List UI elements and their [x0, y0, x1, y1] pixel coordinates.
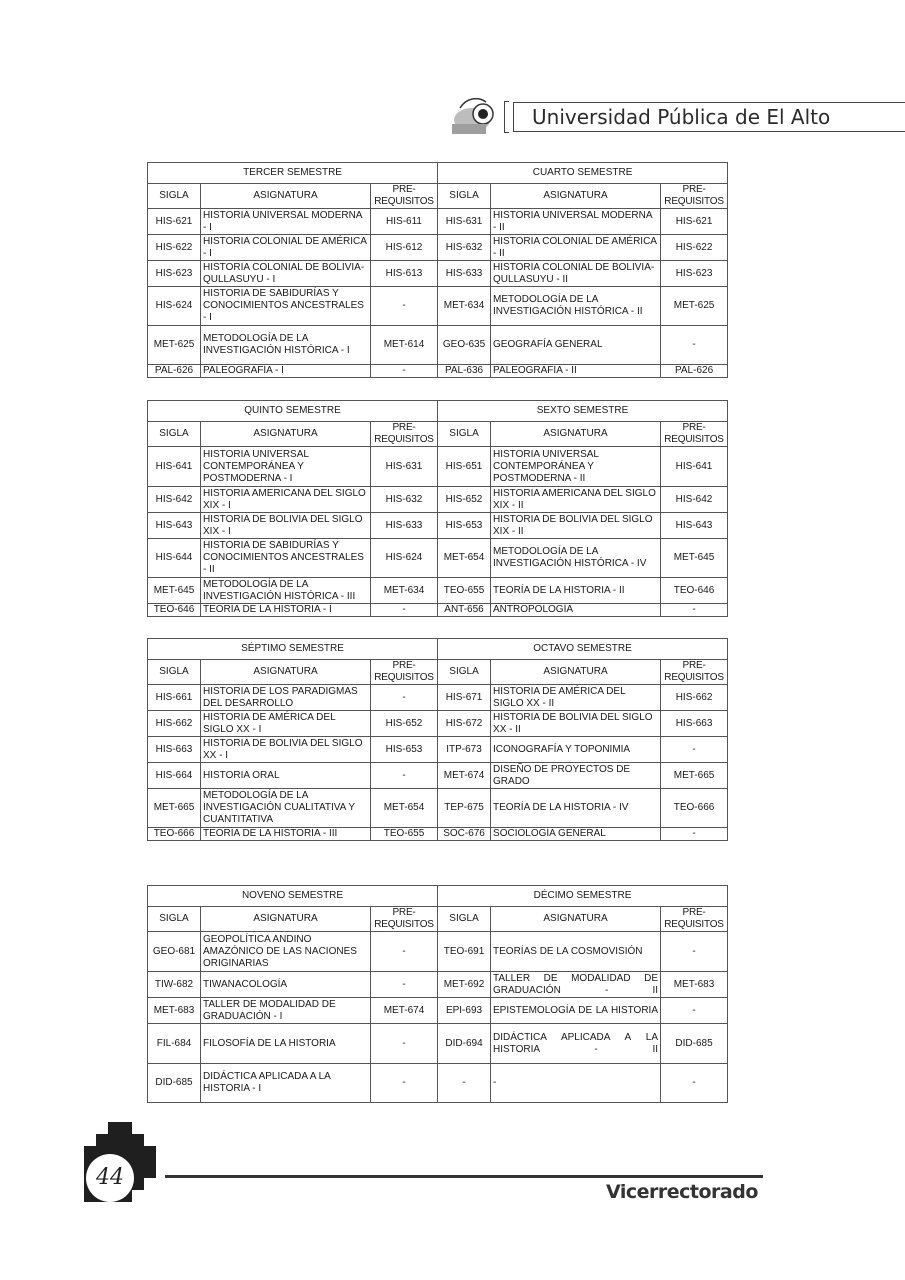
- prerequisite: -: [371, 1064, 438, 1103]
- column-header-prerequisitos: PRE-REQUISITOS: [371, 184, 438, 209]
- course-code: MET-692: [438, 972, 491, 998]
- prerequisite: HIS-631: [371, 447, 438, 487]
- course-code: PAL-636: [438, 365, 491, 378]
- course-name: TEORÍA DE LA HISTORIA - III: [201, 828, 371, 841]
- prerequisite: HIS-633: [371, 513, 438, 539]
- prerequisite: HIS-611: [371, 209, 438, 235]
- column-header-asignatura: ASIGNATURA: [491, 422, 661, 447]
- prerequisite: -: [661, 737, 728, 763]
- course-code: MET-674: [438, 763, 491, 789]
- header-bar: [513, 102, 905, 132]
- course-code: TEP-675: [438, 789, 491, 828]
- prerequisite: -: [661, 1064, 728, 1103]
- course-code: HIS-641: [148, 447, 201, 487]
- course-name: TALLER DE MODALIDAD DE GRADUACIÓN - II: [491, 972, 661, 998]
- course-name: GEOGRAFÍA GENERAL: [491, 326, 661, 365]
- footer-emblem-icon: [84, 1122, 164, 1202]
- table-row: [148, 1064, 728, 1103]
- prerequisite: HIS-621: [661, 209, 728, 235]
- prerequisite: TEO-655: [371, 828, 438, 841]
- course-name: TIWANACOLOGÍA: [201, 972, 371, 998]
- prerequisite: HIS-653: [371, 737, 438, 763]
- course-code: ITP-673: [438, 737, 491, 763]
- course-name: HISTORIA COLONIAL DE AMÉRICA - I: [201, 235, 371, 261]
- semester-table: [147, 638, 728, 841]
- column-header-asignatura: ASIGNATURA: [491, 184, 661, 209]
- table-row: [148, 447, 728, 487]
- course-name: HISTORIA COLONIAL DE BOLIVIA-QULLASUYU - II: [491, 261, 661, 287]
- prerequisite: -: [661, 604, 728, 617]
- course-name: HISTORIA DE SABIDURÍAS Y CONOCIMIENTOS ANCESTRALES - II: [201, 539, 371, 578]
- course-code: HIS-624: [148, 287, 201, 326]
- prerequisite: HIS-643: [661, 513, 728, 539]
- table-row: [148, 365, 728, 378]
- prerequisite: TEO-646: [661, 578, 728, 604]
- column-header-sigla: SIGLA: [148, 422, 201, 447]
- course-name: SOCIOLOGÍA GENERAL: [491, 828, 661, 841]
- course-code: HIS-632: [438, 235, 491, 261]
- course-code: MET-625: [148, 326, 201, 365]
- table-row: [148, 235, 728, 261]
- table-row: [148, 1024, 728, 1064]
- course-code: PAL-626: [148, 365, 201, 378]
- table-row: [148, 789, 728, 828]
- semester-title-left: NOVENO SEMESTRE: [148, 886, 438, 907]
- semester-title-left: SÉPTIMO SEMESTRE: [148, 639, 438, 660]
- course-code: HIS-661: [148, 685, 201, 711]
- course-code: HIS-643: [148, 513, 201, 539]
- semester-title-left: TERCER SEMESTRE: [148, 163, 438, 184]
- column-header-asignatura: ASIGNATURA: [491, 660, 661, 685]
- course-code: GEO-681: [148, 932, 201, 972]
- prerequisite: HIS-641: [661, 447, 728, 487]
- course-code: TEO-646: [148, 604, 201, 617]
- course-code: HIS-664: [148, 763, 201, 789]
- course-code: MET-683: [148, 998, 201, 1024]
- prerequisite: -: [371, 1024, 438, 1064]
- course-code: GEO-635: [438, 326, 491, 365]
- column-header-prerequisitos: PRE-REQUISITOS: [371, 422, 438, 447]
- prerequisite: -: [661, 932, 728, 972]
- course-name: HISTORIA AMERICANA DEL SIGLO XIX - I: [201, 487, 371, 513]
- prerequisite: -: [371, 287, 438, 326]
- course-code: MET-665: [148, 789, 201, 828]
- column-header-prerequisitos: PRE-REQUISITOS: [661, 907, 728, 932]
- prerequisite: PAL-626: [661, 365, 728, 378]
- course-code: HIS-672: [438, 711, 491, 737]
- course-name: TEORÍAS DE LA COSMOVISIÓN: [491, 932, 661, 972]
- semester-title-right: DÉCIMO SEMESTRE: [438, 886, 728, 907]
- prerequisite: -: [371, 365, 438, 378]
- semester-title-right: SEXTO SEMESTRE: [438, 401, 728, 422]
- table-row: [148, 487, 728, 513]
- column-header-sigla: SIGLA: [438, 907, 491, 932]
- prerequisite: -: [371, 932, 438, 972]
- semester-title-left: QUINTO SEMESTRE: [148, 401, 438, 422]
- table-row: [148, 604, 728, 617]
- semester-table: [147, 400, 728, 617]
- course-name: HISTORIA UNIVERSAL CONTEMPORÁNEA Y POSTMODERNA - I: [201, 447, 371, 487]
- column-header-sigla: SIGLA: [148, 907, 201, 932]
- column-header-asignatura: ASIGNATURA: [201, 907, 371, 932]
- course-name: PALEOGRAFÍA - I: [201, 365, 371, 378]
- course-name: HISTORIA UNIVERSAL CONTEMPORÁNEA Y POSTMODERNA - II: [491, 447, 661, 487]
- course-name: METODOLOGÍA DE LA INVESTIGACIÓN HISTÓRICA - II: [491, 287, 661, 326]
- prerequisite: HIS-622: [661, 235, 728, 261]
- course-code: MET-645: [148, 578, 201, 604]
- prerequisite: HIS-642: [661, 487, 728, 513]
- column-header-prerequisitos: PRE-REQUISITOS: [661, 184, 728, 209]
- course-name: GEOPOLÍTICA ANDINO AMAZÓNICO DE LAS NACIONES ORIGINARIAS: [201, 932, 371, 972]
- course-name: TEORÍA DE LA HISTORIA - IV: [491, 789, 661, 828]
- course-name: DIDÁCTICA APLICADA A LA HISTORIA - II: [491, 1024, 661, 1064]
- course-name: HISTORIA UNIVERSAL MODERNA - II: [491, 209, 661, 235]
- prerequisite: MET-634: [371, 578, 438, 604]
- page-number: 44: [96, 1165, 124, 1190]
- course-name: DISEÑO DE PROYECTOS DE GRADO: [491, 763, 661, 789]
- prerequisite: HIS-663: [661, 711, 728, 737]
- column-header-asignatura: ASIGNATURA: [201, 184, 371, 209]
- table-row: [148, 763, 728, 789]
- prerequisite: -: [371, 972, 438, 998]
- footer-brand-logo: Vicerrectorado: [606, 1181, 758, 1203]
- prerequisite: HIS-652: [371, 711, 438, 737]
- course-code: SOC-676: [438, 828, 491, 841]
- course-name: HISTORIA DE BOLIVIA DEL SIGLO XX - II: [491, 711, 661, 737]
- column-header-asignatura: ASIGNATURA: [201, 422, 371, 447]
- prerequisite: -: [661, 326, 728, 365]
- table-row: [148, 972, 728, 998]
- column-header-sigla: SIGLA: [148, 660, 201, 685]
- course-code: HIS-621: [148, 209, 201, 235]
- course-name: HISTORIA DE AMÉRICA DEL SIGLO XX - II: [491, 685, 661, 711]
- prerequisite: HIS-632: [371, 487, 438, 513]
- prerequisite: MET-654: [371, 789, 438, 828]
- prerequisite: -: [371, 685, 438, 711]
- course-name: TEORÍA DE LA HISTORIA - II: [491, 578, 661, 604]
- course-code: HIS-631: [438, 209, 491, 235]
- course-code: EPI-693: [438, 998, 491, 1024]
- column-header-sigla: SIGLA: [438, 184, 491, 209]
- prerequisite: HIS-613: [371, 261, 438, 287]
- table-row: [148, 578, 728, 604]
- semester-title-right: OCTAVO SEMESTRE: [438, 639, 728, 660]
- course-code: HIS-642: [148, 487, 201, 513]
- course-code: MET-634: [438, 287, 491, 326]
- course-code: HIS-671: [438, 685, 491, 711]
- course-name: METODOLOGÍA DE LA INVESTIGACIÓN HISTÓRICA - I: [201, 326, 371, 365]
- course-name: METODOLOGÍA DE LA INVESTIGACIÓN HISTÓRICA - IV: [491, 539, 661, 578]
- course-code: FIL-684: [148, 1024, 201, 1064]
- course-name: HISTORIA COLONIAL DE BOLIVIA-QULLASUYU - I: [201, 261, 371, 287]
- prerequisite: -: [371, 604, 438, 617]
- course-name: EPISTEMOLOGÍA DE LA HISTORIA: [491, 998, 661, 1024]
- prerequisite: MET-683: [661, 972, 728, 998]
- course-code: HIS-652: [438, 487, 491, 513]
- course-code: -: [438, 1064, 491, 1103]
- prerequisite: MET-674: [371, 998, 438, 1024]
- course-name: -: [491, 1064, 661, 1103]
- column-header-sigla: SIGLA: [438, 660, 491, 685]
- table-row: [148, 261, 728, 287]
- column-header-asignatura: ASIGNATURA: [201, 660, 371, 685]
- course-code: HIS-633: [438, 261, 491, 287]
- course-code: DID-694: [438, 1024, 491, 1064]
- course-name: ICONOGRAFÍA Y TOPONIMIA: [491, 737, 661, 763]
- course-name: HISTORIA DE LOS PARADIGMAS DEL DESARROLLO: [201, 685, 371, 711]
- course-name: HISTORIA DE SABIDURÍAS Y CONOCIMIENTOS ANCESTRALES - I: [201, 287, 371, 326]
- table-row: [148, 932, 728, 972]
- course-code: TIW-682: [148, 972, 201, 998]
- course-name: HISTORIA UNIVERSAL MODERNA - I: [201, 209, 371, 235]
- course-code: HIS-644: [148, 539, 201, 578]
- course-name: HISTORIA ORAL: [201, 763, 371, 789]
- column-header-asignatura: ASIGNATURA: [491, 907, 661, 932]
- course-code: MET-654: [438, 539, 491, 578]
- prerequisite: -: [371, 763, 438, 789]
- column-header-prerequisitos: PRE-REQUISITOS: [661, 422, 728, 447]
- course-code: ANT-656: [438, 604, 491, 617]
- table-row: [148, 711, 728, 737]
- course-code: HIS-662: [148, 711, 201, 737]
- course-code: HIS-623: [148, 261, 201, 287]
- course-name: HISTORIA AMERICANA DEL SIGLO XIX - II: [491, 487, 661, 513]
- course-name: METODOLOGÍA DE LA INVESTIGACIÓN CUALITATIVA Y CUANTITATIVA: [201, 789, 371, 828]
- table-row: [148, 737, 728, 763]
- course-code: TEO-655: [438, 578, 491, 604]
- prerequisite: HIS-624: [371, 539, 438, 578]
- semester-table: [147, 885, 728, 1103]
- course-code: HIS-651: [438, 447, 491, 487]
- course-name: HISTORIA DE AMÉRICA DEL SIGLO XX - I: [201, 711, 371, 737]
- course-name: ANTROPOLOGÍA: [491, 604, 661, 617]
- course-code: HIS-663: [148, 737, 201, 763]
- prerequisite: -: [661, 828, 728, 841]
- prerequisite: DID-685: [661, 1024, 728, 1064]
- course-name: PALEOGRAFÍA - II: [491, 365, 661, 378]
- table-row: [148, 287, 728, 326]
- course-name: TEORÍA DE LA HISTORIA - I: [201, 604, 371, 617]
- table-row: [148, 209, 728, 235]
- column-header-sigla: SIGLA: [438, 422, 491, 447]
- table-row: [148, 326, 728, 365]
- column-header-prerequisitos: PRE-REQUISITOS: [371, 660, 438, 685]
- footer-divider: [165, 1175, 763, 1178]
- course-name: TALLER DE MODALIDAD DE GRADUACIÓN - I: [201, 998, 371, 1024]
- prerequisite: HIS-662: [661, 685, 728, 711]
- page-header-title: Universidad Pública de El Alto: [532, 105, 831, 129]
- column-header-prerequisitos: PRE-REQUISITOS: [661, 660, 728, 685]
- prerequisite: MET-665: [661, 763, 728, 789]
- table-row: [148, 828, 728, 841]
- course-name: FILOSOFÍA DE LA HISTORIA: [201, 1024, 371, 1064]
- table-row: [148, 998, 728, 1024]
- course-code: HIS-622: [148, 235, 201, 261]
- course-code: HIS-653: [438, 513, 491, 539]
- prerequisite: MET-625: [661, 287, 728, 326]
- table-row: [148, 685, 728, 711]
- table-row: [148, 513, 728, 539]
- prerequisite: HIS-612: [371, 235, 438, 261]
- course-name: HISTORIA DE BOLIVIA DEL SIGLO XIX - I: [201, 513, 371, 539]
- course-code: TEO-666: [148, 828, 201, 841]
- course-code: TEO-691: [438, 932, 491, 972]
- semester-title-right: CUARTO SEMESTRE: [438, 163, 728, 184]
- course-name: METODOLOGÍA DE LA INVESTIGACIÓN HISTÓRICA - III: [201, 578, 371, 604]
- course-code: DID-685: [148, 1064, 201, 1103]
- column-header-prerequisitos: PRE-REQUISITOS: [371, 907, 438, 932]
- prerequisite: MET-614: [371, 326, 438, 365]
- prerequisite: MET-645: [661, 539, 728, 578]
- table-row: [148, 539, 728, 578]
- university-logo-icon: [450, 94, 510, 136]
- semester-table: [147, 162, 728, 378]
- course-name: HISTORIA COLONIAL DE AMÉRICA - II: [491, 235, 661, 261]
- course-name: DIDÁCTICA APLICADA A LA HISTORIA - I: [201, 1064, 371, 1103]
- column-header-sigla: SIGLA: [148, 184, 201, 209]
- course-name: HISTORIA DE BOLIVIA DEL SIGLO XX - I: [201, 737, 371, 763]
- course-name: HISTORIA DE BOLIVIA DEL SIGLO XIX - II: [491, 513, 661, 539]
- prerequisite: TEO-666: [661, 789, 728, 828]
- prerequisite: -: [661, 998, 728, 1024]
- prerequisite: HIS-623: [661, 261, 728, 287]
